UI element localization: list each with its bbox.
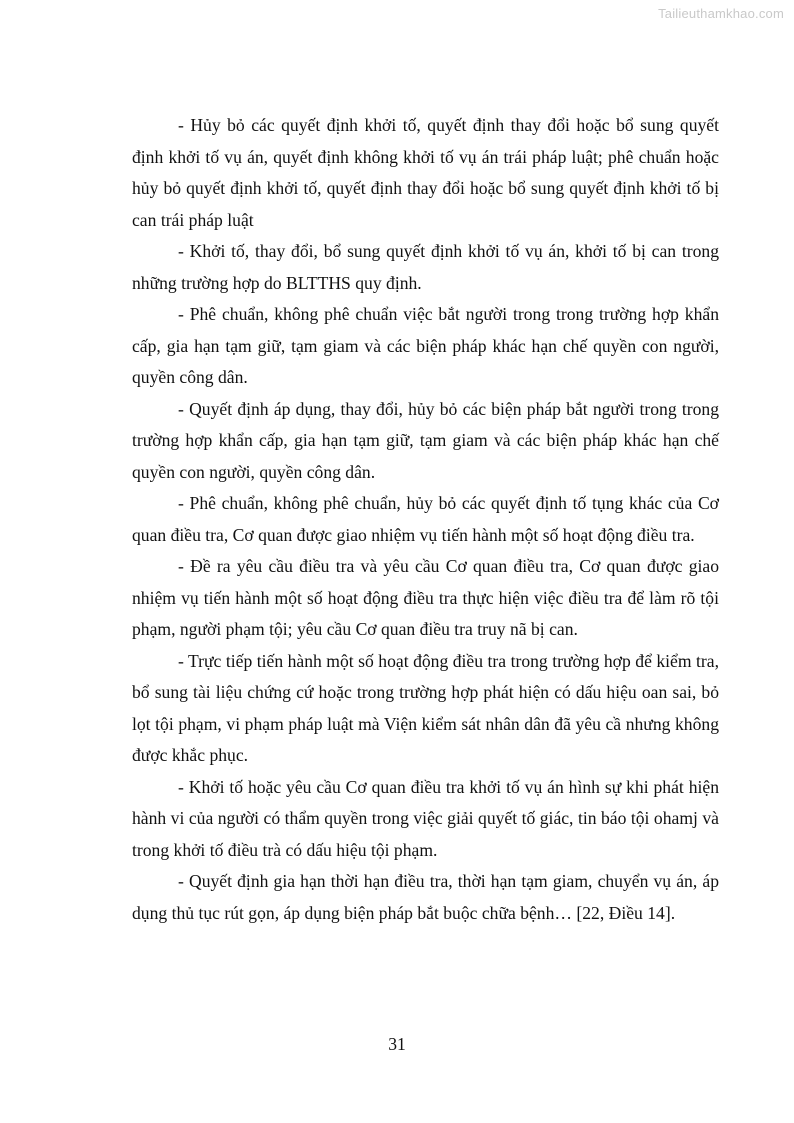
paragraph-8: - Khởi tố hoặc yêu cầu Cơ quan điều tra khởi tố vụ án hình sự khi phát hiện hành vi của người có thẩm quyền trong việc giải quyết tố giác, tin báo tội ohamj và trong khởi tố điều trà có dấu hiệu tội phạm. [132,776,719,860]
paragraph-6: - Đề ra yêu cầu điều tra và yêu cầu Cơ quan điều tra, Cơ quan được giao nhiệm vụ tiến hành một số hoạt động điều tra thực hiện việc điều tra để làm rõ tội phạm, người phạm tội; yêu cầu Cơ quan điều tra truy nã bị can. [132,556,719,639]
paragraph-3: - Phê chuẩn, không phê chuẩn việc bắt người trong trong trường hợp khẩn cấp, gia hạn tạm giữ, tạm giam và các biện pháp khác hạn chế quyền con người, quyền công dân. [132,304,719,387]
paragraph-2: - Khởi tố, thay đổi, bổ sung quyết định khởi tố vụ án, khởi tố bị can trong những trường hợp do BLTTHS quy định. [132,241,719,293]
watermark: Tailieuthamkhao.com [658,6,784,21]
paragraph-1: - Hủy bỏ các quyết định khởi tố, quyết định thay đổi hoặc bổ sung quyết định khởi tố vụ án, quyết định không khởi tố vụ án trái pháp luật; phê chuẩn hoặc hủy bỏ quyết định khởi tố, quyết định thay đổi hoặc bổ sung quyết định khởi tố bị can trái pháp luật [132,115,719,230]
paragraph-5: - Phê chuẩn, không phê chuẩn, hủy bỏ các quyết định tố tụng khác của Cơ quan điều tra, Cơ quan được giao nhiệm vụ tiến hành một số hoạt động điều tra. [132,493,719,545]
paragraph-7: - Trực tiếp tiến hành một số hoạt động điều tra trong trường hợp để kiểm tra, bổ sung tài liệu chứng cứ hoặc trong trường hợp phát hiện có dấu hiệu oan sai, bỏ lọt tội phạm, vi phạm pháp luật mà Viện kiểm sát nhân dân đã yêu cầ nhưng không được khắc phục. [132,650,719,765]
page-number: 31 [388,1034,406,1054]
paragraph-4: - Quyết định áp dụng, thay đổi, hủy bỏ các biện pháp bắt người trong trong trường hợp khẩn cấp, gia hạn tạm giữ, tạm giam và các biện pháp khác hạn chế quyền con người, quyền công dân. [132,398,719,482]
document-body [132,110,719,929]
paragraph-9: - Quyết định gia hạn thời hạn điều tra, thời hạn tạm giam, chuyển vụ án, áp dụng thủ tục rút gọn, áp dụng biện pháp bắt buộc chữa bệnh… [22, Điều 14]. [132,871,719,923]
